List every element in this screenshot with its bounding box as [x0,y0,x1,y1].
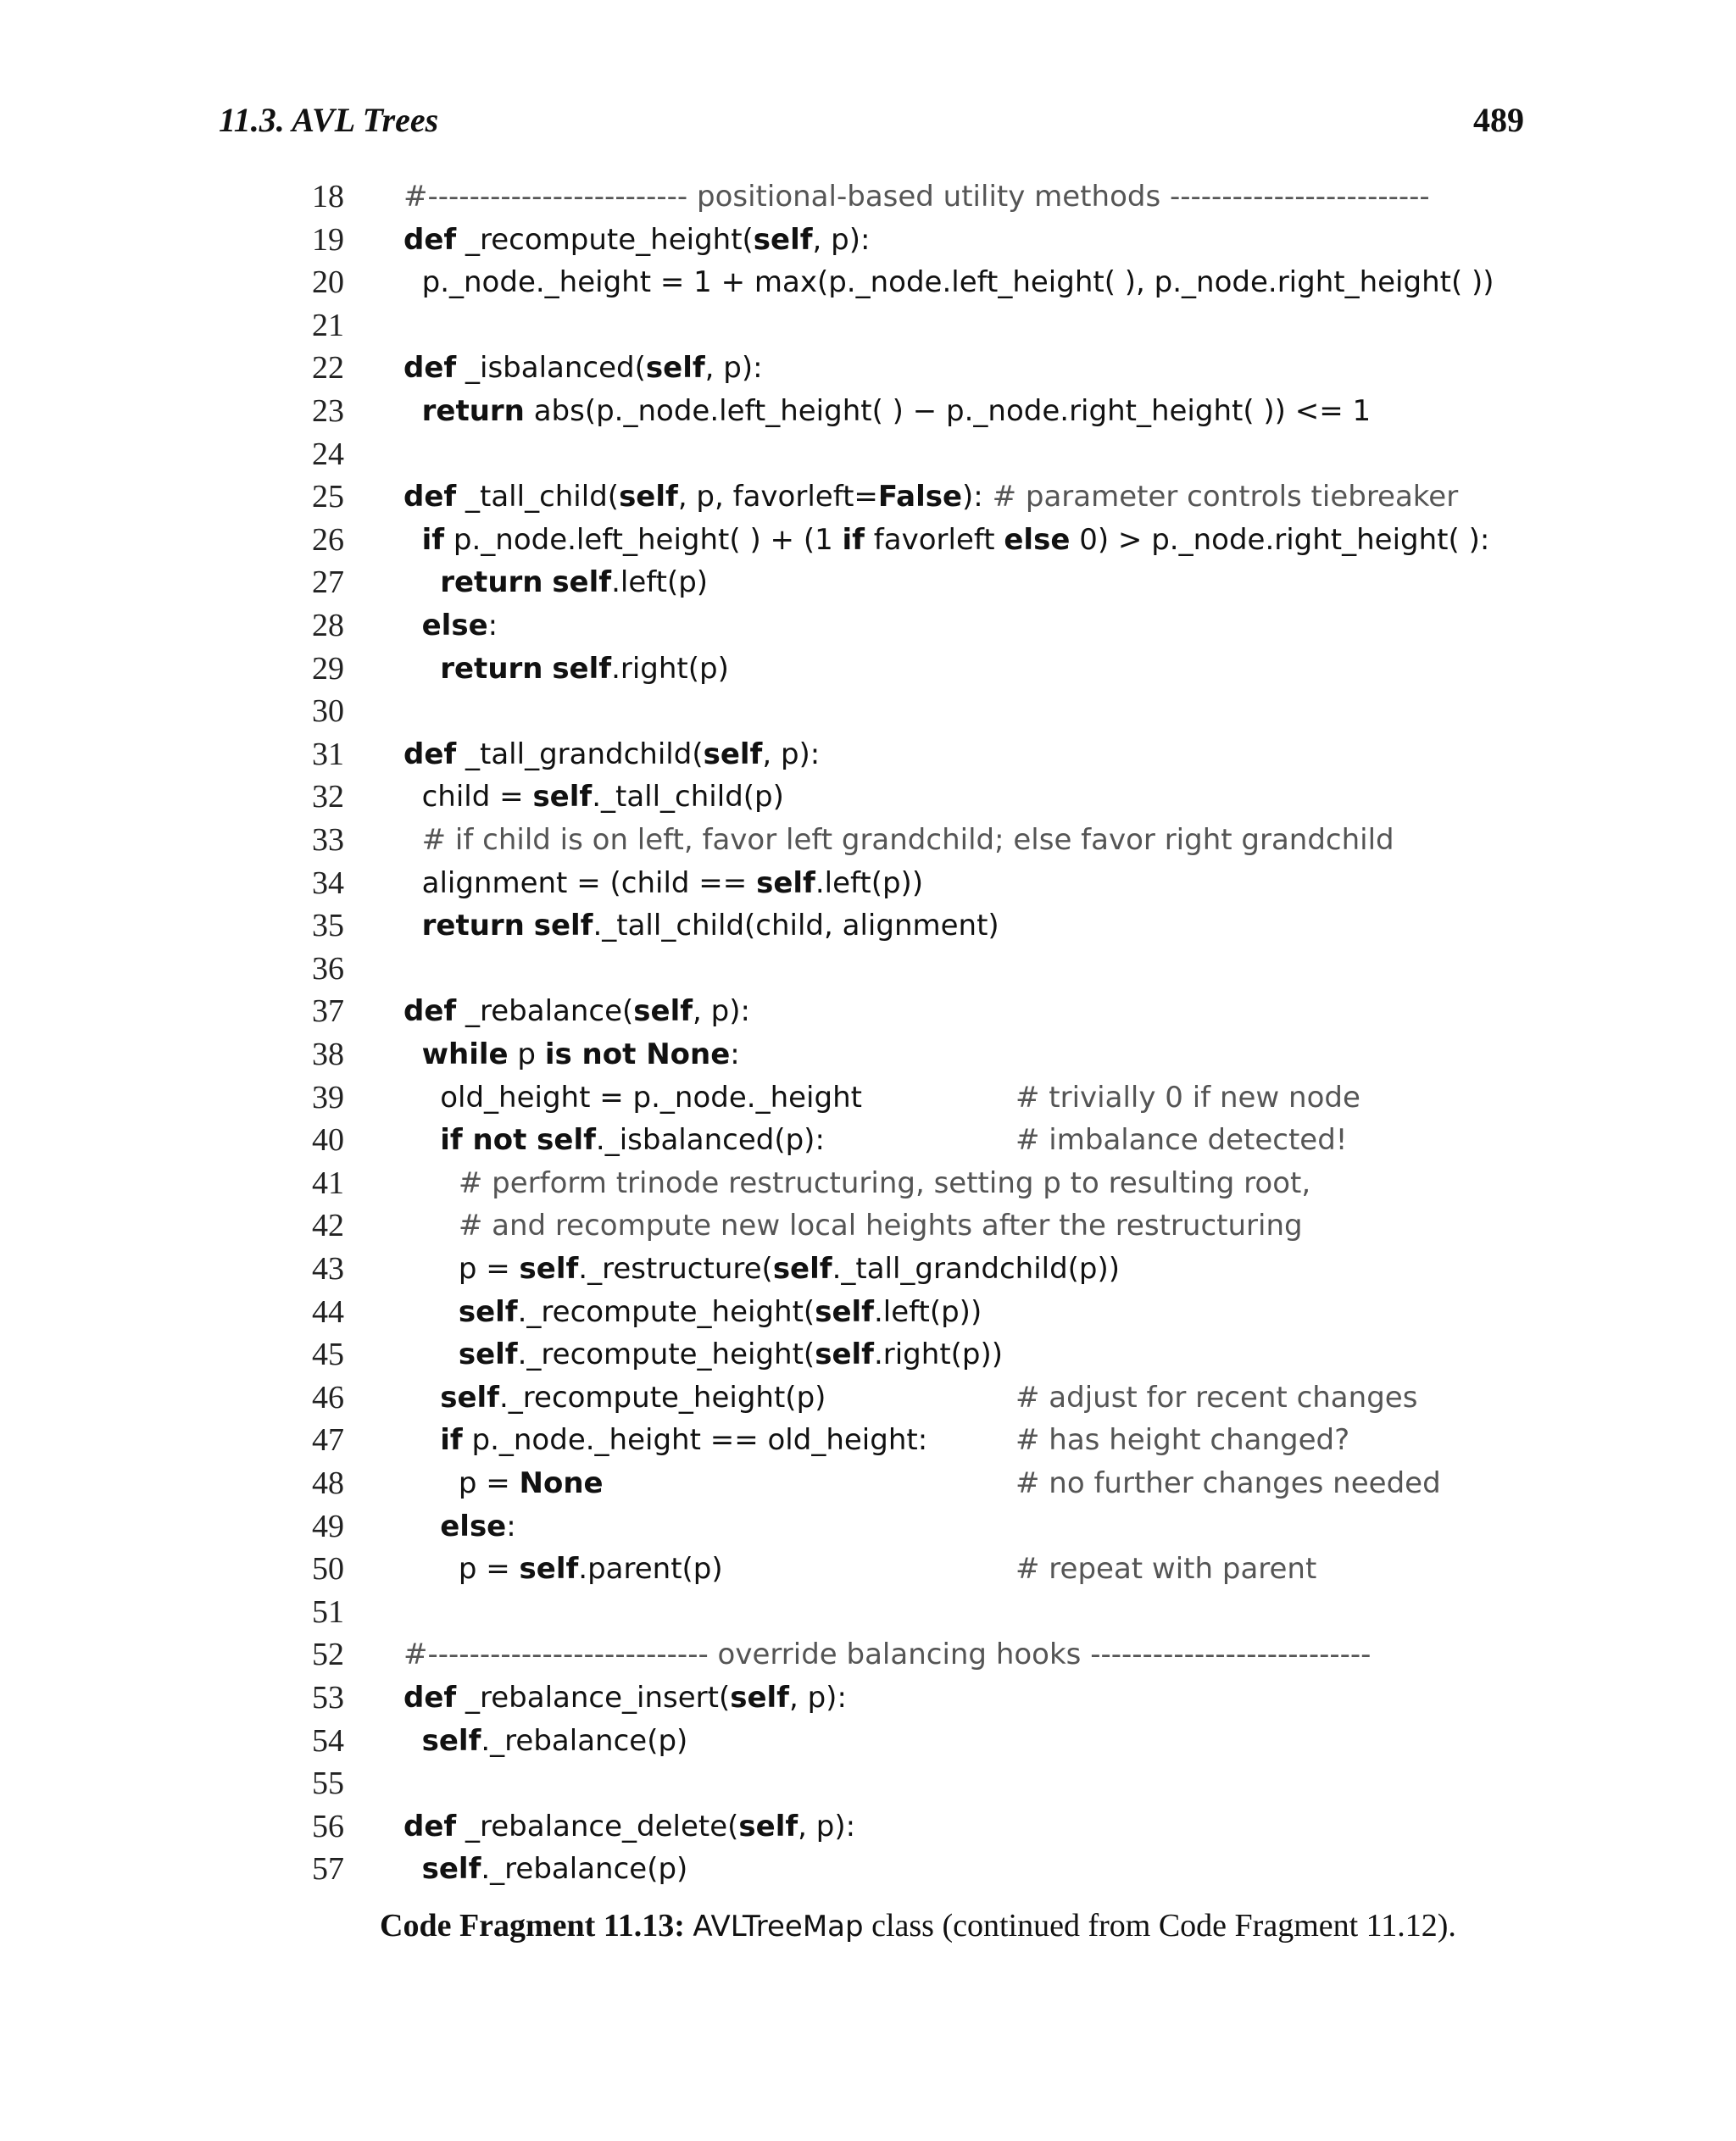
code-token: , p): [812,222,871,257]
code-keyword: else [440,1509,507,1543]
code-line [0,990,1736,1032]
code-keyword: def [403,994,457,1029]
code-line [0,347,1736,389]
code-token [403,1381,440,1415]
code-text [403,519,1489,561]
code-token: , p): [704,351,763,386]
code-token: .left(p)) [815,865,924,900]
code-line [0,1848,1736,1890]
section-title: 11.3. AVL Trees [219,101,439,139]
line-number: 57 [312,1851,344,1888]
line-number: 31 [312,736,344,772]
code-line [0,261,1736,303]
line-number: 20 [312,264,344,301]
line-number: 48 [312,1465,344,1501]
code-text [403,648,729,690]
code-keyword: def [403,222,457,257]
code-comment: # no further changes needed [1015,1466,1441,1500]
running-header [219,100,1524,151]
code-text [403,1633,1371,1676]
code-text [403,1848,687,1890]
code-text [403,390,1371,432]
code-keyword: else [421,609,488,642]
line-number: 18 [312,179,344,214]
code-token: , p): [788,1681,847,1715]
line-number: 52 [312,1637,344,1673]
code-keyword: else [1004,522,1071,557]
code-token [403,909,422,943]
code-keyword: self [815,1337,874,1372]
line-number: 47 [312,1422,344,1459]
code-line [0,604,1736,647]
code-comment: # perform trinode restructuring, setting p to resulting root, [458,1165,1311,1200]
code-token: alignment = (child == [403,865,757,900]
line-number: 40 [312,1122,344,1159]
line-number: 33 [312,822,344,858]
line-number: 19 [312,221,344,258]
code-token: _tall_grandchild( [456,737,704,771]
caption-text: class (continued from Code Fragment 11.12). [863,1908,1456,1944]
code-text [403,1419,927,1461]
code-keyword: def [403,351,457,386]
code-token: : [487,609,498,642]
code-token [403,1337,459,1371]
code-line [0,1033,1736,1076]
code-line [0,1505,1736,1548]
code-line [0,1805,1736,1848]
code-text [403,1204,1303,1247]
code-keyword: None [519,1466,604,1500]
line-number: 38 [312,1037,344,1072]
code-token: .right(p) [611,651,729,686]
code-token: .right(p)) [873,1337,1004,1372]
code-token: p._node.left_height( ) + (1 [444,522,843,557]
code-token [403,1510,440,1543]
line-number: 53 [312,1680,344,1716]
code-token [403,1852,422,1886]
code-line [0,733,1736,776]
code-keyword: while [421,1037,509,1071]
code-keyword: def [403,737,457,771]
code-keyword: return [421,394,525,428]
code-token: ): [962,480,993,514]
code-token [543,652,553,686]
code-token: p = [403,1252,520,1286]
code-text [403,1291,982,1333]
code-line [0,1291,1736,1333]
line-number: 50 [312,1551,344,1588]
code-text [403,475,1458,518]
code-line [0,1762,1736,1805]
code-keyword: self [772,1252,832,1286]
code-line [0,519,1736,561]
line-number: 29 [312,650,344,687]
line-number: 51 [312,1593,344,1630]
code-token: _isbalanced( [456,351,646,386]
code-token [403,394,422,428]
code-keyword: self [519,1252,579,1286]
line-number: 28 [312,608,344,643]
code-comment: # repeat with parent [1015,1552,1317,1587]
code-token: , p, favorleft= [677,480,878,514]
code-text [403,1548,723,1590]
code-token [403,523,422,557]
code-keyword: self [519,1552,579,1587]
code-text [403,1119,825,1161]
code-token: 0) > p._node.right_height( ): [1070,522,1490,557]
code-line [0,776,1736,818]
code-text [403,604,498,647]
code-token [403,609,422,642]
code-token: ._rebalance(p) [481,1723,688,1758]
code-line [0,433,1736,475]
code-line [0,1591,1736,1633]
code-comment: #--------------------------- override balancing hooks --------------------------- [403,1638,1372,1672]
code-keyword: self [619,480,678,514]
code-line [0,219,1736,261]
code-keyword: self [730,1681,789,1715]
line-number: 44 [312,1293,344,1330]
code-keyword: self [738,1809,798,1843]
line-number: 39 [312,1079,344,1115]
code-comment: #------------------------- positional-based utility methods ------------------------- [403,180,1430,214]
code-line [0,1119,1736,1161]
code-token: abs(p._node.left_height( ) − p._node.right_height( )) <= 1 [524,394,1372,428]
code-token: , p): [762,737,821,771]
code-keyword: self [756,865,815,900]
line-number: 56 [312,1808,344,1844]
code-line [0,1333,1736,1376]
caption-class-name: AVLTreeMap [693,1910,864,1944]
code-token: old_height = p._node._height [403,1080,862,1115]
code-token: ._tall_child(p) [592,780,784,815]
code-token: p._node._height = 1 + max(p._node.left_height( ), p._node.right_height( )) [403,265,1494,300]
code-token: ._recompute_height( [517,1337,815,1372]
code-line [0,1548,1736,1590]
code-token: ._restructure( [578,1252,773,1286]
code-text [403,819,1394,861]
code-keyword: self [458,1294,518,1329]
code-keyword: self [815,1294,874,1329]
code-text [403,1333,1003,1376]
line-number: 55 [312,1766,344,1802]
code-line [0,948,1736,990]
code-text [403,1076,862,1119]
code-keyword: if not self [440,1123,596,1158]
code-token: p._node._height == old_height: [462,1423,928,1458]
line-number: 21 [312,307,344,343]
code-text [403,1677,847,1719]
code-text [403,1462,604,1504]
code-text [403,1162,1310,1204]
line-number: 25 [312,479,344,515]
code-keyword: False [877,480,963,514]
code-keyword: self [421,1723,481,1758]
code-keyword: if [842,522,865,557]
code-text [403,1805,855,1848]
code-line [0,690,1736,732]
code-token: , p): [693,994,750,1029]
code-token: ._recompute_height( [517,1294,815,1329]
code-keyword: self [458,1337,518,1372]
code-comment: # has height changed? [1015,1423,1350,1458]
code-line [0,862,1736,904]
line-number: 45 [312,1337,344,1373]
code-line [0,1419,1736,1461]
code-token [525,909,534,943]
code-line [0,1376,1736,1419]
code-keyword: self [645,351,705,386]
code-line [0,648,1736,690]
code-text [403,776,784,818]
line-number: 37 [312,993,344,1030]
code-token: child = [403,780,533,815]
code-token: _rebalance_insert( [456,1681,731,1715]
line-number: 35 [312,908,344,944]
code-token [403,1037,422,1071]
code-token: favorleft [864,522,1004,557]
code-line [0,304,1736,347]
code-keyword: self [703,737,763,771]
code-line [0,561,1736,603]
code-token: _recompute_height( [456,222,754,257]
code-keyword: self [533,909,593,943]
line-number: 32 [312,779,344,815]
code-text [403,347,763,389]
line-number: 23 [312,393,344,429]
code-token: .parent(p) [578,1552,723,1587]
code-token [403,823,422,857]
code-token: p = [403,1552,520,1587]
code-keyword: def [403,1809,457,1843]
line-number: 27 [312,564,344,601]
code-token: _rebalance( [456,994,634,1029]
line-number: 43 [312,1251,344,1287]
code-line [0,1720,1736,1762]
code-line [0,390,1736,432]
page-number: 489 [1473,101,1524,139]
code-token [403,1166,459,1200]
code-token: ._rebalance(p) [481,1852,688,1887]
code-keyword: self [421,1852,481,1887]
line-number: 36 [312,950,344,987]
code-token: ._isbalanced(p): [595,1123,825,1158]
code-token: ._tall_child(child, alignment) [593,909,999,943]
code-keyword: return [440,565,543,600]
code-token: p = [403,1466,520,1500]
code-comment: # adjust for recent changes [1015,1380,1418,1415]
code-comment: # if child is on left, favor left grandchild; else favor right grandchild [421,823,1394,857]
code-keyword: return [421,909,525,943]
code-keyword: if [421,522,445,557]
line-number: 34 [312,865,344,901]
code-keyword: def [403,1681,457,1715]
code-token: p [508,1037,545,1071]
code-line [0,1162,1736,1204]
code-line [0,175,1736,218]
code-caption [380,1907,1456,1944]
code-text [403,561,708,603]
code-token: : [506,1509,516,1543]
code-line [0,1248,1736,1290]
code-keyword: return [440,651,543,686]
code-keyword: def [403,480,457,514]
code-comment: # trivially 0 if new node [1015,1080,1360,1115]
code-keyword: self [552,651,612,686]
line-number: 49 [312,1508,344,1544]
code-keyword: self [633,994,693,1029]
code-token [403,565,440,599]
caption-label: Code Fragment 11.13: [380,1908,685,1944]
code-keyword: self [440,1380,499,1415]
code-text [403,261,1494,303]
code-token [403,1724,422,1758]
line-number: 54 [312,1722,344,1759]
code-token: ._recompute_height(p) [498,1380,826,1415]
code-text [403,1720,687,1762]
code-comment: # imbalance detected! [1015,1123,1348,1158]
code-token: .left(p)) [873,1294,982,1329]
code-text [403,990,750,1032]
code-text [403,1248,1120,1290]
code-token [403,1209,459,1243]
code-line [0,1076,1736,1119]
code-text [403,862,923,904]
code-token [403,1123,440,1157]
code-comment: # and recompute new local heights after the restructuring [458,1209,1303,1243]
code-keyword: is not None [544,1037,731,1071]
code-keyword: self [532,780,593,815]
code-keyword: self [552,565,612,600]
code-line [0,1204,1736,1247]
code-line [0,904,1736,947]
code-token: _rebalance_delete( [456,1809,739,1843]
code-token: ._tall_grandchild(p)) [832,1252,1121,1286]
code-line [0,1462,1736,1504]
code-token [403,1295,459,1329]
code-text [403,219,870,261]
code-token: _tall_child( [456,480,620,514]
line-number: 42 [312,1208,344,1244]
code-text [403,904,999,947]
code-token: : [730,1037,740,1071]
code-line [0,475,1736,518]
code-token [403,652,440,686]
line-number: 22 [312,350,344,386]
code-keyword: if [440,1423,463,1458]
code-text [403,733,820,776]
line-number: 46 [312,1379,344,1415]
code-line [0,1633,1736,1676]
code-line [0,819,1736,861]
line-number: 26 [312,521,344,558]
line-number: 30 [312,693,344,730]
code-comment: # parameter controls tiebreaker [992,480,1459,514]
code-token: .left(p) [611,565,709,600]
code-token: , p): [798,1809,856,1843]
code-text [403,1033,740,1076]
code-token [403,1423,440,1457]
code-text [403,175,1430,218]
code-keyword: self [753,222,813,257]
code-line [0,1677,1736,1719]
code-text [403,1376,826,1419]
line-number: 41 [312,1165,344,1201]
code-token [543,565,553,599]
line-number: 24 [312,436,344,472]
code-text [403,1505,516,1548]
